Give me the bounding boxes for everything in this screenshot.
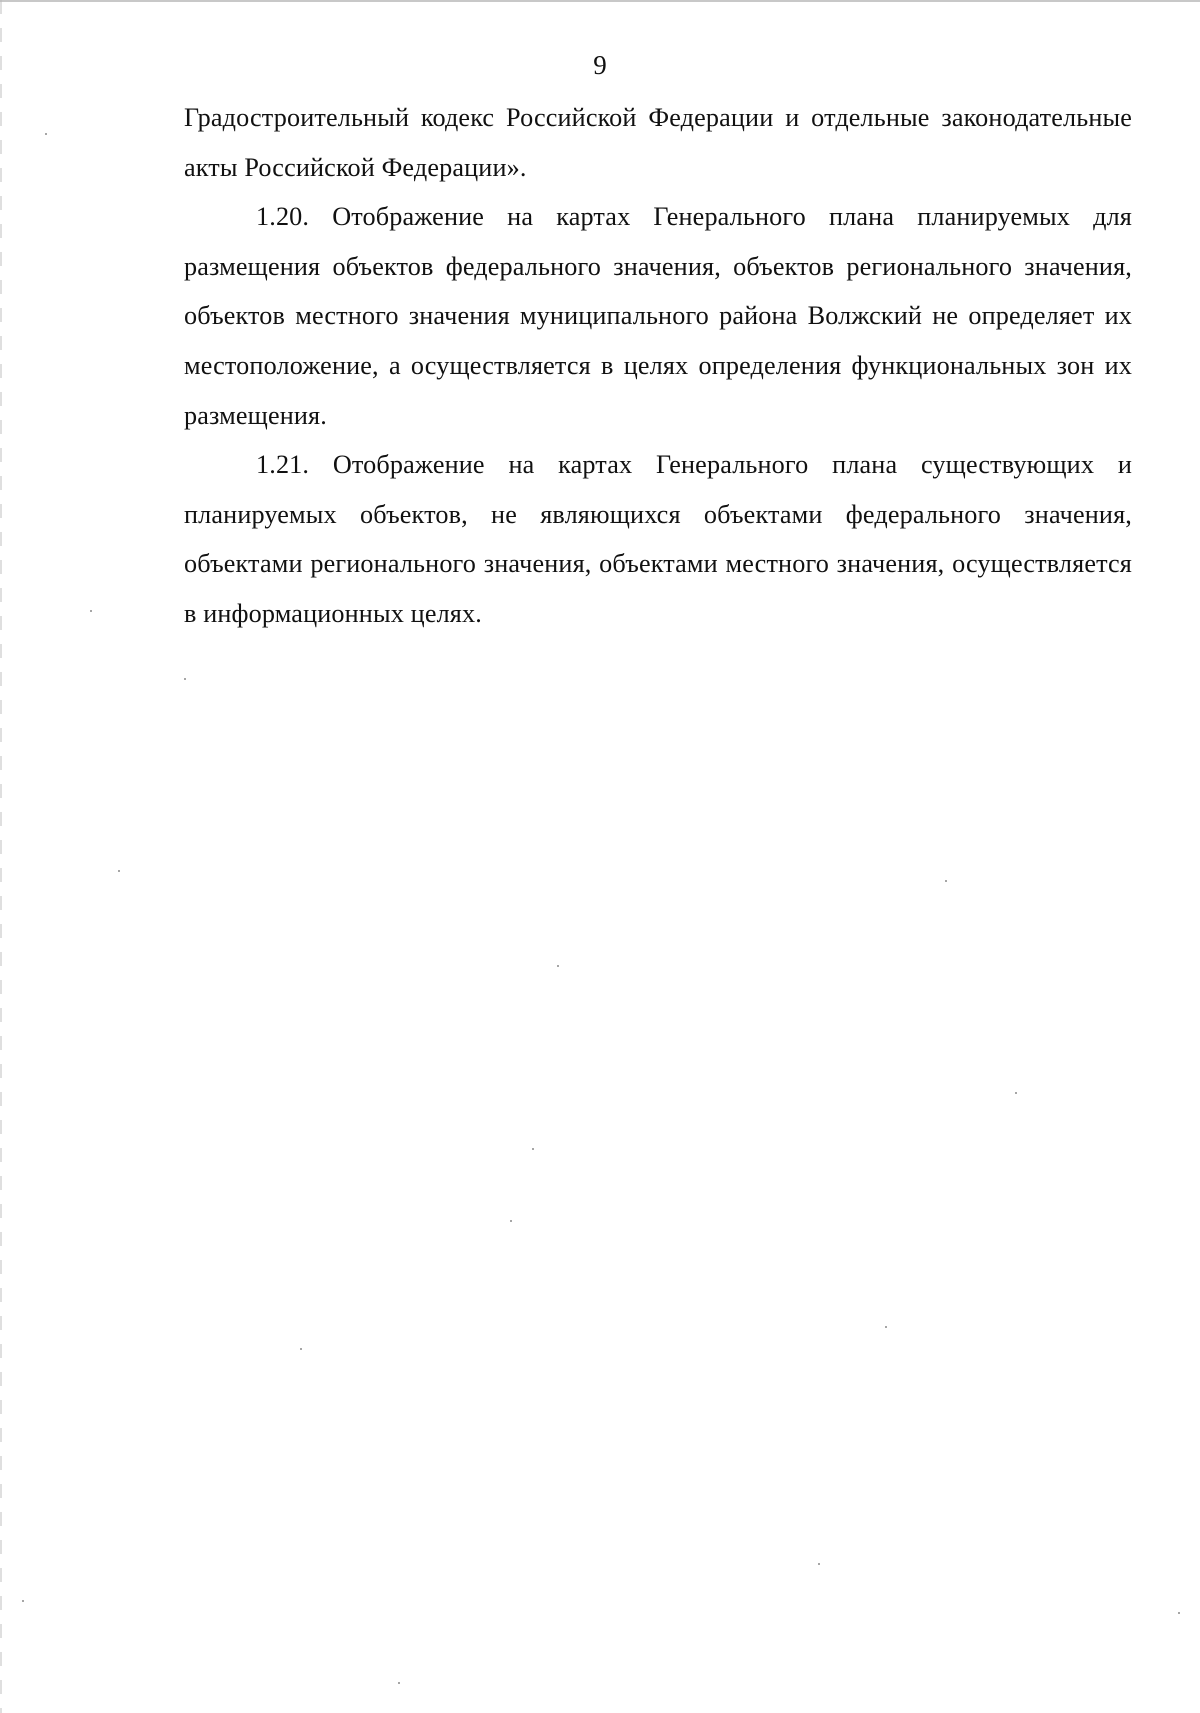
scan-speck xyxy=(885,1326,887,1328)
scan-speck xyxy=(118,870,120,872)
document-body xyxy=(184,93,1132,639)
scan-edge-left xyxy=(0,0,2,1713)
scan-speck xyxy=(398,1682,400,1684)
page-number: 9 xyxy=(593,50,607,80)
paragraph-continuation: Градостроительный кодекс Российской Федерации и отдельные законодательные акты Российской Федерации». xyxy=(184,103,1132,182)
scan-edge-top xyxy=(0,0,1200,2)
scan-speck xyxy=(1015,1092,1017,1094)
paragraph-1-21: 1.21. Отображение на картах Генерального плана существующих и планируемых объектов, не являющихся объектами федерального значения, объектами регионального значения, объектами местного значения, осуществляется в информационных целях. xyxy=(184,450,1132,628)
scan-speck xyxy=(1178,1612,1180,1614)
scan-speck xyxy=(945,880,947,882)
scan-speck xyxy=(510,1220,512,1222)
scan-speck xyxy=(184,678,186,680)
paragraph-1-20: 1.20. Отображение на картах Генерального плана планируемых для размещения объектов федерального значения, объектов регионального значения, объектов местного значения муниципального района Волжский не определяет их местоположение, а осуществляется в целях определения функциональных зон их размещения. xyxy=(184,202,1132,430)
scan-speck xyxy=(818,1563,820,1565)
scan-speck xyxy=(300,1348,302,1350)
scan-speck xyxy=(532,1148,534,1150)
scan-speck xyxy=(22,1600,24,1602)
scan-speck xyxy=(557,965,559,967)
scan-speck xyxy=(90,610,92,612)
scan-speck xyxy=(45,133,47,135)
